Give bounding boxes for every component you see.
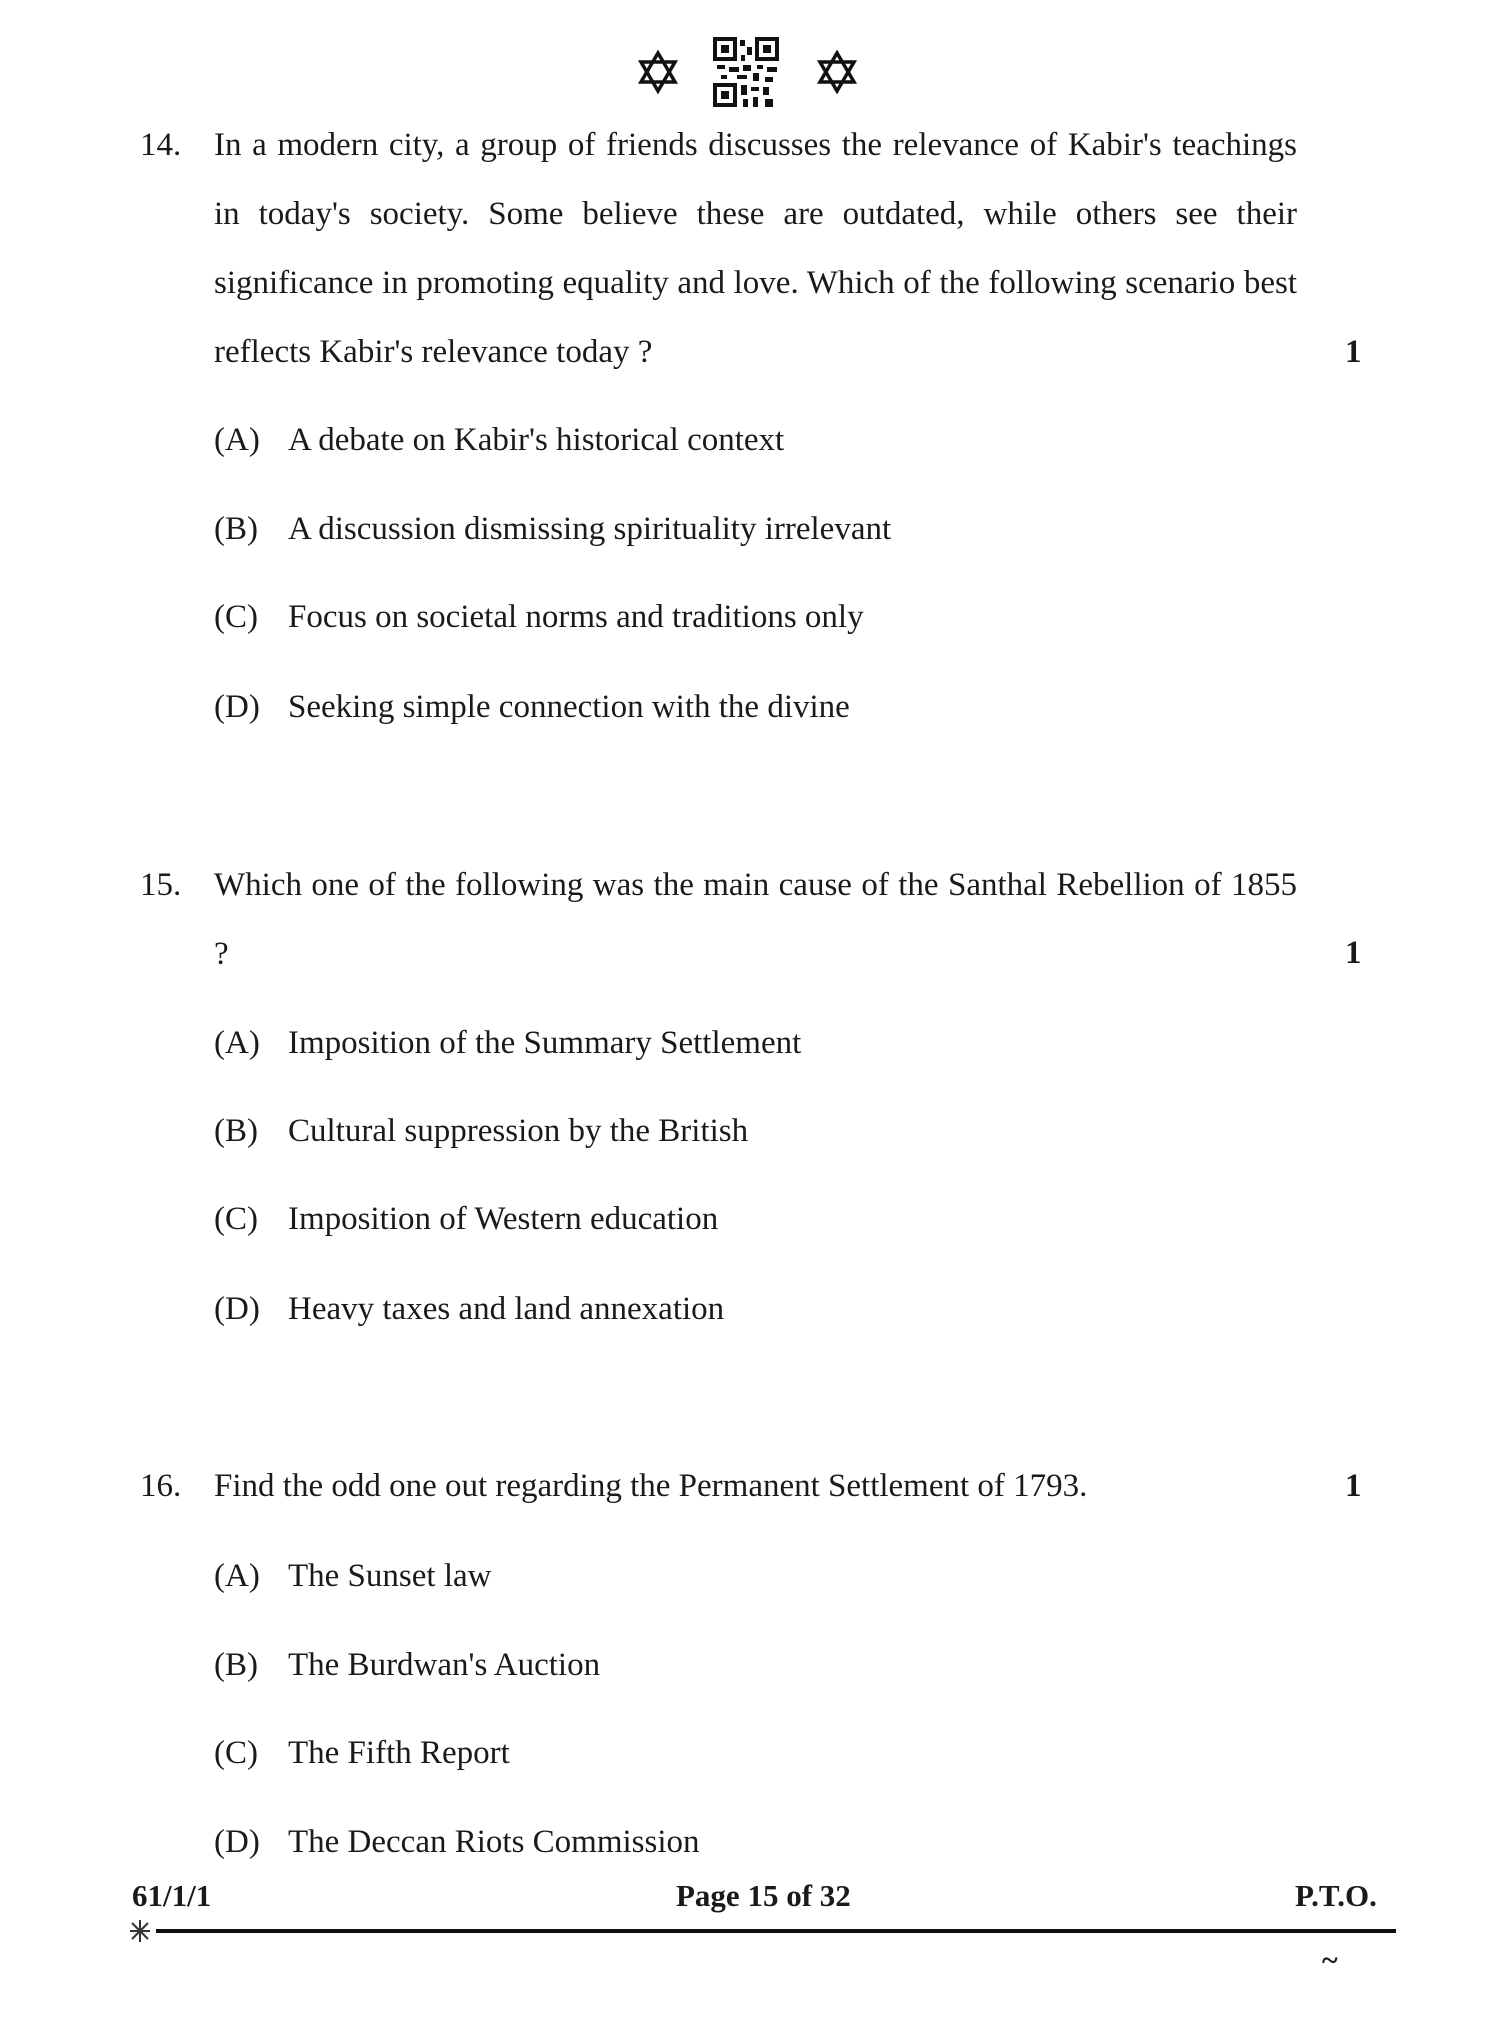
star-of-david-icon [817,50,857,94]
option-label: (B) [214,1647,258,1683]
option-label: (D) [214,1824,260,1860]
option-a [214,1009,801,1078]
question-text: In a modern city, a group of friends discusses the relevance of Kabir's teachings in today's society. Some believe these are outdated, while others see their significance in promoting equality and love. Which of the following scenario best reflects Kabir's relevance today ? [214,127,1297,370]
option-label: (C) [214,1735,258,1771]
option-c [214,583,864,652]
option-text: Seeking simple connection with the divine [288,689,850,725]
option-label: (B) [214,1113,258,1149]
option-text: Heavy taxes and land annexation [288,1291,725,1327]
question-number: 15. [140,867,182,903]
option-text: The Deccan Riots Commission [288,1824,700,1860]
option-c [214,1185,718,1254]
option-a [214,1542,491,1611]
option-label: (C) [214,599,258,635]
qr-code-icon [713,37,779,109]
tilde-mark: ~ [1322,1944,1338,1977]
option-d [214,1808,700,1877]
option-a [214,406,784,475]
footer-divider [156,1929,1396,1933]
option-label: (D) [214,689,260,725]
question-number: 16. [140,1468,182,1504]
page-number: Page 15 of 32 [676,1878,851,1913]
option-c [214,1719,510,1788]
question-marks: 1 [1345,935,1362,971]
option-text: Imposition of Western education [288,1201,719,1237]
option-label: (D) [214,1291,260,1327]
option-label: (A) [214,422,260,458]
option-label: (B) [214,511,258,547]
star-of-david-icon [638,50,678,94]
option-text: Cultural suppression by the British [288,1113,749,1149]
question-text: Find the odd one out regarding the Permanent Settlement of 1793. [214,1468,1088,1504]
pto-label: P.T.O. [1295,1878,1377,1913]
question-text: Which one of the following was the main cause of the Santhal Rebellion of 1855 ? [214,867,1297,972]
option-text: A debate on Kabir's historical context [288,422,785,458]
asterisk-ornament-icon [128,1918,152,1944]
option-d [214,673,850,742]
option-text: A discussion dismissing spirituality irrelevant [288,511,892,547]
option-text: The Sunset law [288,1558,492,1594]
option-b [214,1631,600,1700]
question-number: 14. [140,127,182,163]
option-text: Focus on societal norms and traditions only [288,599,864,635]
option-text: The Fifth Report [288,1735,510,1771]
question-marks: 1 [1345,334,1362,370]
question-marks: 1 [1345,1468,1362,1504]
option-b [214,1097,748,1166]
paper-code: 61/1/1 [132,1878,212,1913]
option-text: Imposition of the Summary Settlement [288,1025,802,1061]
option-label: (A) [214,1558,260,1594]
option-label: (A) [214,1025,260,1061]
option-b [214,495,891,564]
option-text: The Burdwan's Auction [288,1647,601,1683]
option-d [214,1275,724,1344]
option-label: (C) [214,1201,258,1237]
